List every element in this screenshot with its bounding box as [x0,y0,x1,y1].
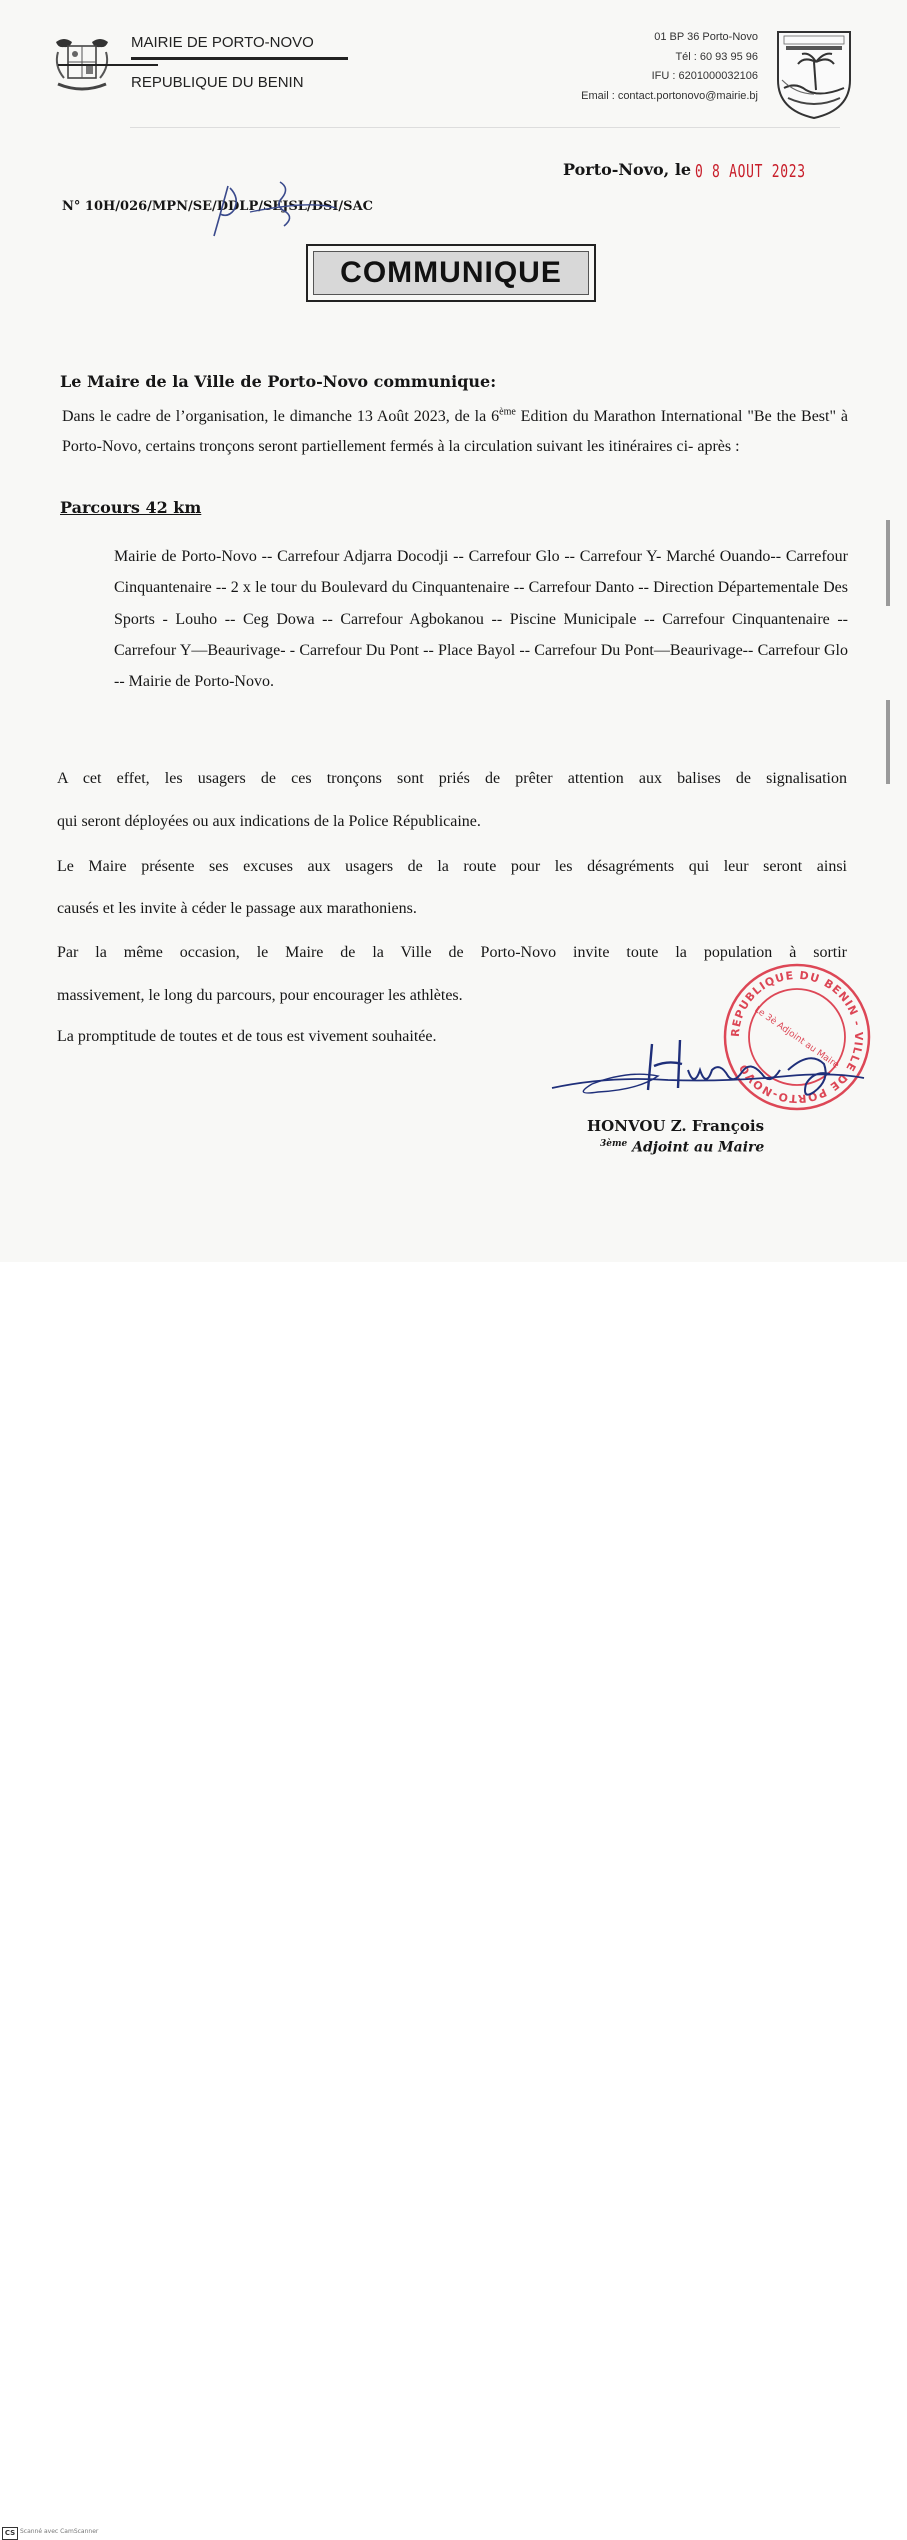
header-mairie: MAIRIE DE PORTO-NOVO [131,34,314,51]
handwritten-reference-annotation [110,178,340,240]
signatory-name: HONVOU Z. François [587,1117,765,1135]
stamp-center-text: Le 3è Adjoint au Maire [752,1004,841,1071]
header-republique: REPUBLIQUE DU BENIN [131,74,304,91]
camscanner-logo-icon: CS [2,2527,18,2540]
signatory-role-ordinal: 3ème [600,1139,628,1149]
communique-title-inner [313,251,589,295]
body-line-6: massivement, le long du parcours, pour encourager les athlètes. [57,987,463,1004]
scanner-footer [0,1262,907,2537]
intro-superscript: ème [499,406,516,418]
scan-edge-mark-bottom [886,700,890,784]
porto-novo-city-seal-icon [776,28,852,120]
header-divider [130,127,840,128]
body-line-7: La promptitude de toutes et de tous est vivement souhaitée. [57,1028,437,1045]
intro-paragraph [62,402,848,462]
reference-number: N° 10H/026/MPN/SE/DDLP/SEJSL/DSI/SAC [62,199,374,214]
camscanner-text: Scanné avec CamScanner [20,2528,99,2535]
contact-ifu: IFU : 6201000032106 [651,70,758,82]
signature [548,1030,868,1120]
stamp-ring-text: REPUBLIQUE DU BENIN - VILLE DE PORTO-NOVO [728,968,866,1106]
body-line-5: Par la même occasion, le Maire de la Ville de Porto-Novo invite toute la population à sortir [57,944,847,961]
signatory-role [600,1139,764,1156]
body-line-1: A cet effet, les usagers de ces tronçons sont priés de prêter attention aux balises de signalisation [57,770,847,787]
body-line-2: qui seront déployées ou aux indications de la Police Républicaine. [57,813,481,830]
body-line-4: causés et les invite à céder le passage aux marathoniens. [57,900,417,917]
parcours-heading: Parcours 42 km [60,498,202,517]
signatory-role-title: Adjoint au Maire [627,1139,765,1156]
intro-text-end: Edition du Marathon International "Be the Best" à Porto-Novo, certains tronçons seront partiellement fermés à la circulation suivant les itinéraires ci- après : [62,408,849,455]
dateline: Porto-Novo, le [563,160,692,179]
contact-address: 01 BP 36 Porto-Novo [654,31,758,43]
contact-email: Email : contact.portonovo@mairie.bj [581,89,758,102]
intro-heading: Le Maire de la Ville de Porto-Novo communique: [60,372,497,391]
document-title: COMMUNIQUE [340,256,562,289]
contact-tel: Tél : 60 93 95 96 [675,50,758,63]
intro-text-start: Dans le cadre de l’organisation, le dimanche 13 Août 2023, de la 6 [62,408,500,425]
communique-title-box [306,244,596,302]
header-rule-left [58,64,158,66]
date-stamp: 0 8 AOUT 2023 [695,161,806,182]
scan-edge-mark-top [886,520,890,606]
parcours-route: Mairie de Porto-Novo -- Carrefour Adjarra Docodji -- Carrefour Glo -- Carrefour Y- Marché Ouando-- Carrefour Cinquantenaire -- 2 x le tour du Boulevard du Cinquantenaire -- Carrefour Danto -- Direction Départementale Des Sports - Louho -- Ceg Dowa -- Carrefour Agbokanou -- Piscine Municipale -- Carrefour Cinquantenaire -- Carrefour Y—Beaurivage- - Carrefour Du Pont -- Place Bayol -- Carrefour Du Pont—Beaurivage-- Carrefour Glo -- Mairie de Porto-Novo. [114,548,848,691]
header-rule [131,57,348,60]
document-page [0,0,907,1262]
body-line-3: Le Maire présente ses excuses aux usagers de la route pour les désagréments qui leur seront ainsi [57,858,847,875]
contact-block [581,28,758,106]
